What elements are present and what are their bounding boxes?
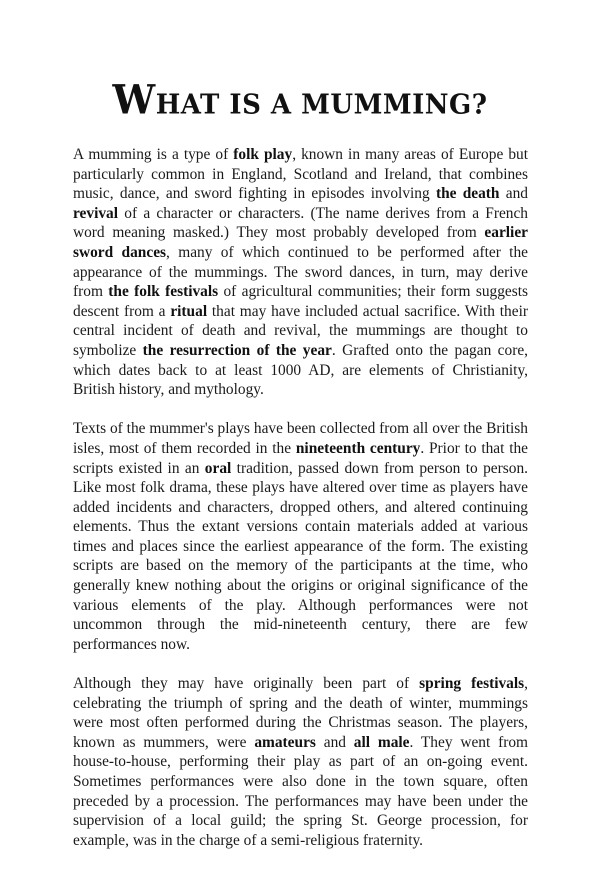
text-segment: Texts of the mummer's plays have been collected from all over the British isles, most of them recorded in the bbox=[73, 420, 528, 457]
bold-term: the resurrection of the year bbox=[142, 341, 332, 359]
paragraph-1 bbox=[73, 145, 528, 400]
bold-term: earlier sword dances bbox=[73, 224, 528, 261]
text-segment: and bbox=[315, 733, 354, 751]
bold-term: all male bbox=[353, 733, 410, 751]
bold-term: ritual bbox=[170, 302, 208, 320]
text-segment: . Grafted onto the pagan core, which dates back to at least 1000 AD, are elements of Christianity, British history, and mythology. bbox=[73, 341, 528, 399]
title-initial: W bbox=[112, 75, 156, 123]
bold-term: revival bbox=[73, 204, 119, 222]
paragraph-2 bbox=[73, 419, 528, 654]
bold-term: oral bbox=[204, 459, 232, 477]
bold-term: the death bbox=[435, 185, 500, 203]
paragraph-3 bbox=[73, 674, 528, 850]
text-segment: , many of which continued to be performed after the appearance of the mummings. The sword dances, in turn, may derive from bbox=[73, 243, 528, 301]
text-segment: Although they may have originally been part of bbox=[73, 675, 420, 693]
text-segment: . Prior to that the scripts existed in an bbox=[73, 439, 528, 477]
text-segment: A mumming is a type of bbox=[73, 146, 234, 163]
text-segment: tradition, passed down from person to person. Like most folk drama, these plays have altered over time as players have added incidents and characters, dropped others, and altered continuing elements. Thus the extant versions contain materials added at various times and places since the earliest appearance of the form. The existing scripts are based on the memory of the participants at the time, who generally knew nothing about the origins or original significance of the various elements of the play. Although performances were not uncommon through the mid-nineteenth century, there are few performances now. bbox=[73, 459, 528, 653]
page-title bbox=[0, 75, 600, 126]
text-segment: that may have included actual sacrifice. With their central incident of death and revival, the mummings are thought to symbolize bbox=[73, 302, 528, 359]
bold-term: folk play bbox=[233, 146, 293, 163]
article-body bbox=[73, 145, 528, 870]
text-segment: , known in many areas of Europe but particularly common in England, Scotland and Ireland, that combines music, dance, and sword fighting in episodes involving bbox=[73, 146, 528, 203]
title-rest: HAT IS A MUMMING? bbox=[155, 89, 488, 121]
bold-term: the folk festivals bbox=[108, 283, 219, 301]
bold-term: spring festivals bbox=[419, 675, 525, 693]
text-segment: of agricultural communities; their form suggests descent from a bbox=[73, 283, 528, 320]
text-segment: of a character or characters. (The name derives from a French word meaning masked.) They most probably developed from bbox=[73, 204, 528, 242]
text-segment: and bbox=[499, 185, 528, 203]
text-segment: , celebrating the triumph of spring and the death of winter, mummings were most often performed during the Christmas season. The players, known as mummers, were bbox=[73, 675, 528, 751]
text-segment: . They went from house-to-house, performing their play as part of an on-going event. Sometimes performances were also done in the town square, often preceded by a procession. The performances may have been under the supervision of a local guild; the spring St. George procession, for example, was in the charge of a semi-religious fraternity. bbox=[73, 733, 529, 849]
bold-term: nineteenth century bbox=[295, 439, 421, 457]
bold-term: amateurs bbox=[254, 733, 316, 751]
